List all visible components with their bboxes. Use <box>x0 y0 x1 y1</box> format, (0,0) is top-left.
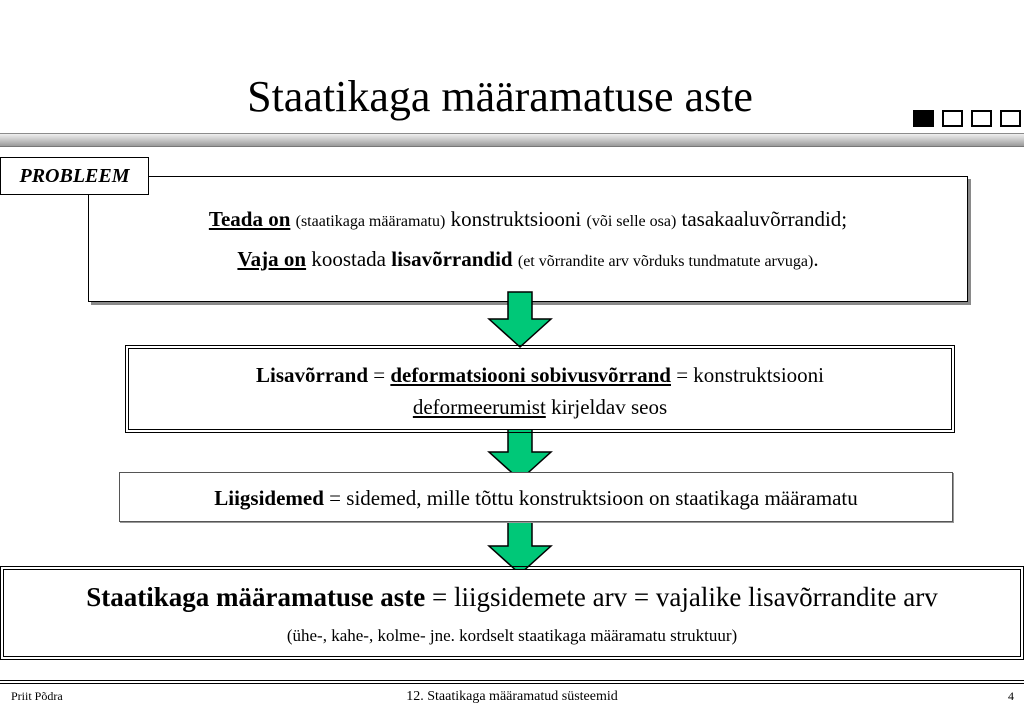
additional-equation-line1 <box>129 363 951 388</box>
additional-equation-term: Lisavõrrand <box>256 363 369 387</box>
degree-definition: = liigsidemete arv = vajalike lisavõrrandite arv <box>425 582 938 612</box>
problem-known-line <box>89 207 967 232</box>
title-underline-bar <box>0 133 1024 147</box>
equals-sign: = <box>368 363 391 387</box>
footer-rule <box>0 683 1024 684</box>
footer-rule <box>0 680 1024 681</box>
needed-bold: lisavõrrandid <box>391 247 513 271</box>
degree-note: (ühe-, kahe-, kolme- jne. kordselt staatikaga määramatu struktuur) <box>286 626 738 645</box>
needed-text-3: . <box>813 247 819 271</box>
degree-definition-line <box>4 582 1020 613</box>
additional-equation-line2 <box>129 395 951 420</box>
problem-needed-line <box>89 247 967 272</box>
deformation-term: deformeerumist <box>412 395 546 419</box>
needed-text-2: (et võrrandite arv võrduks tundmatute arvuga) <box>517 253 814 270</box>
redundant-supports-box <box>119 472 953 522</box>
footer-chapter: 12. Staatikaga määramatud süsteemid <box>406 689 618 704</box>
known-text-1: (staatikaga määramatu) <box>295 213 446 230</box>
footer-author: Priit Põdra <box>11 689 63 703</box>
redundant-supports-term: Liigsidemed <box>214 486 324 510</box>
known-text-4: tasakaaluvõrrandid; <box>681 207 848 231</box>
needed-text-1: koostada <box>311 247 386 271</box>
degree-term: Staatikaga määramatuse aste <box>86 582 426 612</box>
problem-tag: PROBLEEM <box>0 157 149 195</box>
page-title: Staatikaga määramatuse aste <box>247 72 753 121</box>
down-arrow-icon <box>486 291 554 349</box>
down-arrow-icon <box>486 518 554 576</box>
additional-equation-box <box>128 348 952 430</box>
known-text-2: konstruktsiooni <box>450 207 582 231</box>
progress-square <box>942 110 963 127</box>
known-text-3: (või selle osa) <box>586 213 677 230</box>
known-label: Teada on <box>208 207 291 231</box>
degree-of-indeterminacy-box <box>3 569 1021 657</box>
footer-page-number: 4 <box>1008 689 1014 703</box>
progress-square-filled <box>913 110 934 127</box>
problem-box <box>88 176 968 302</box>
relation-text: kirjeldav seos <box>545 395 668 419</box>
redundant-supports-definition: = sidemed, mille tõttu konstruktsioon on staatikaga määramatu <box>323 486 858 510</box>
needed-label: Vaja on <box>237 247 307 271</box>
progress-square <box>1000 110 1021 127</box>
compatibility-equation-term: deformatsiooni sobivusvõrrand <box>390 363 671 387</box>
equation-text: = konstruktsiooni <box>670 363 824 387</box>
progress-square <box>971 110 992 127</box>
